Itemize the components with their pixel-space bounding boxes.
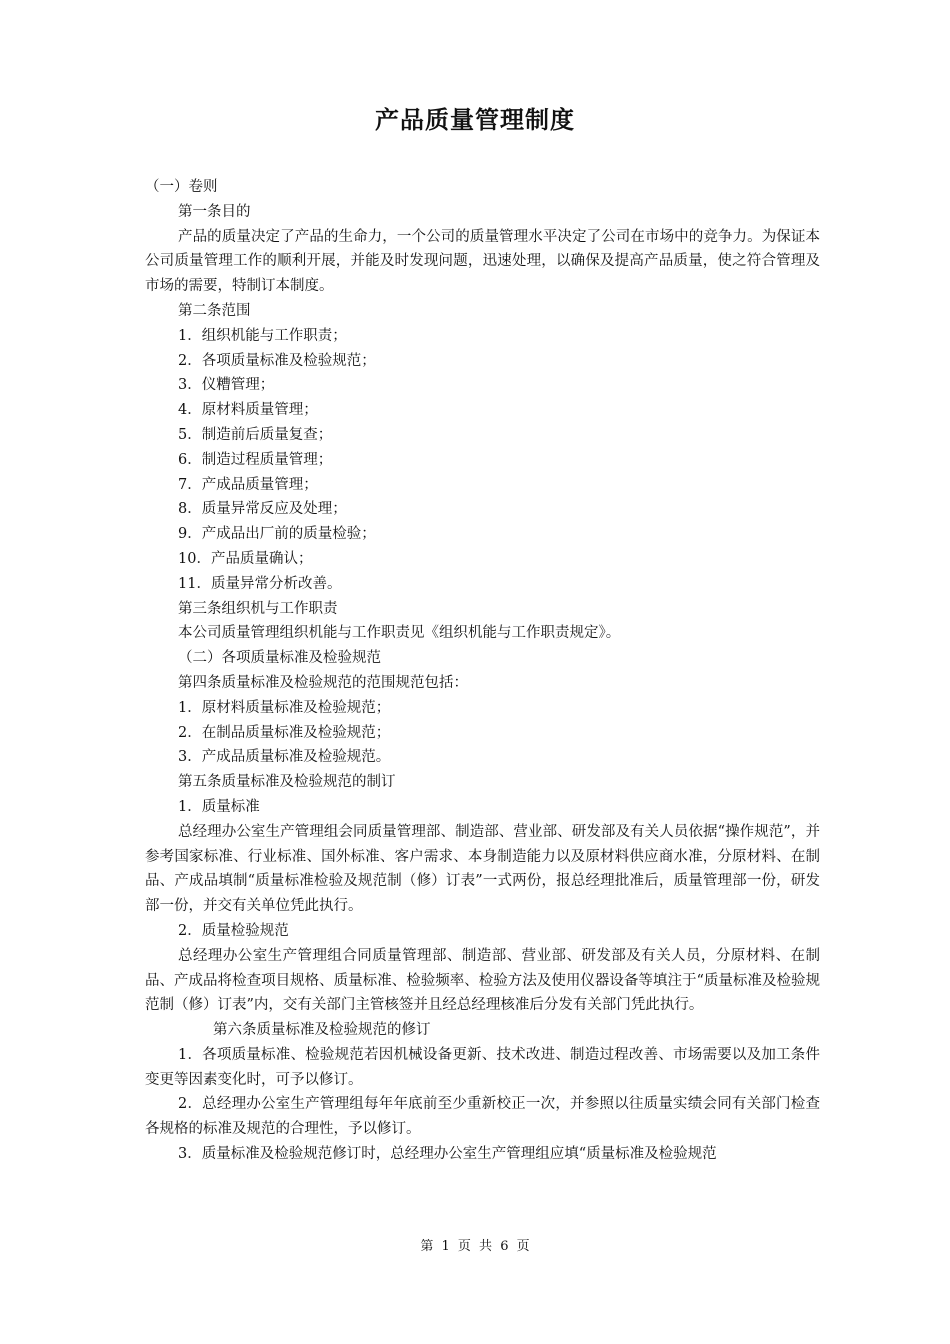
document-title: 产品质量管理制度 xyxy=(375,106,575,134)
article-heading: 第二条范围 xyxy=(178,302,251,319)
list-item: 2．在制品质量标准及检验规范； xyxy=(178,724,391,741)
paragraph: 1．各项质量标准、检验规范若因机械设备更新、技术改进、制造过程改善、市场需要以及加工条件变更等因素变化时，可予以修订。 xyxy=(145,1046,820,1088)
article-heading: 第四条质量标准及检验规范的范围规范包括： xyxy=(178,674,468,691)
paragraph: 本公司质量管理组织机能与工作职责见《组织机能与工作职责规定》。 xyxy=(178,625,621,642)
article-heading: 第六条质量标准及检验规范的修订 xyxy=(213,1022,431,1039)
list-item: 2．质量检验规范 xyxy=(178,922,289,939)
paragraph: 产品的质量决定了产品的生命力，一个公司的质量管理水平决定了公司在市场中的竞争力。为保证本公司质量管理工作的顺利开展，并能及时发现问题，迅速处理，以确保及提高产品质量，使之符合管理及市场的需要，特制订本制度。 xyxy=(145,228,820,295)
list-item: 5．制造前后质量复查； xyxy=(178,426,333,443)
list-item: 8．质量异常反应及处理； xyxy=(178,501,347,518)
list-item: 3．仪糟管理； xyxy=(178,377,275,394)
list-item: 2．各项质量标准及检验规范； xyxy=(178,352,376,369)
list-item: 1．质量标准 xyxy=(178,798,260,815)
document-body xyxy=(145,175,820,1167)
list-item: 3．产成品质量标准及检验规范。 xyxy=(178,749,391,766)
paragraph: 3．质量标准及检验规范修订时，总经理办公室生产管理组应填“质量标准及检验规范 xyxy=(178,1146,717,1163)
list-item: 7．产成品质量管理； xyxy=(178,476,318,493)
section-heading: （一）卷则 xyxy=(145,179,218,195)
paragraph: 总经理办公室生产管理组合同质量管理部、制造部、营业部、研发部及有关人员，分原材料、在制品、产成品将检查项目规格、质量标准、检验频率、检验方法及使用仪器设备等填注于“质量标准及检验规范制（修）订表”内，交有关部门主管核签并且经总经理核准后分发有关部门凭此执行。 xyxy=(145,947,820,1014)
list-item: 6．制造过程质量管理； xyxy=(178,451,333,468)
article-heading: 第一条目的 xyxy=(178,203,251,220)
article-heading: 第三条组织机与工作职责 xyxy=(178,600,338,617)
list-item: 10．产品质量确认； xyxy=(178,550,313,567)
article-heading: 第五条质量标准及检验规范的制订 xyxy=(178,774,396,791)
paragraph: 总经理办公室生产管理组会同质量管理部、制造部、营业部、研发部及有关人员依据“操作规范”，并参考国家标准、行业标准、国外标准、客户需求、本身制造能力以及原材料供应商水准，分原材料、在制品、产成品填制“质量标准检验及规范制（修）订表”一式两份，报总经理批准后，质量管理部一份，研发部一份，并交有关单位凭此执行。 xyxy=(145,823,820,915)
list-item: 11．质量异常分析改善。 xyxy=(178,575,342,592)
list-item: 1．原材料质量标准及检验规范； xyxy=(178,699,391,716)
list-item: 4．原材料质量管理； xyxy=(178,402,318,419)
section-heading: （二）各项质量标准及检验规范 xyxy=(178,650,381,667)
list-item: 9．产成品出厂前的质量检验； xyxy=(178,526,376,543)
paragraph: 2．总经理办公室生产管理组每年年底前至少重新校正一次，并参照以往质量实绩会同有关部门检查各规格的标准及规范的合理性，予以修订。 xyxy=(145,1096,820,1138)
list-item: 1．组织机能与工作职责； xyxy=(178,327,347,344)
page-footer: 第 1 页 共 6 页 xyxy=(420,1239,530,1254)
